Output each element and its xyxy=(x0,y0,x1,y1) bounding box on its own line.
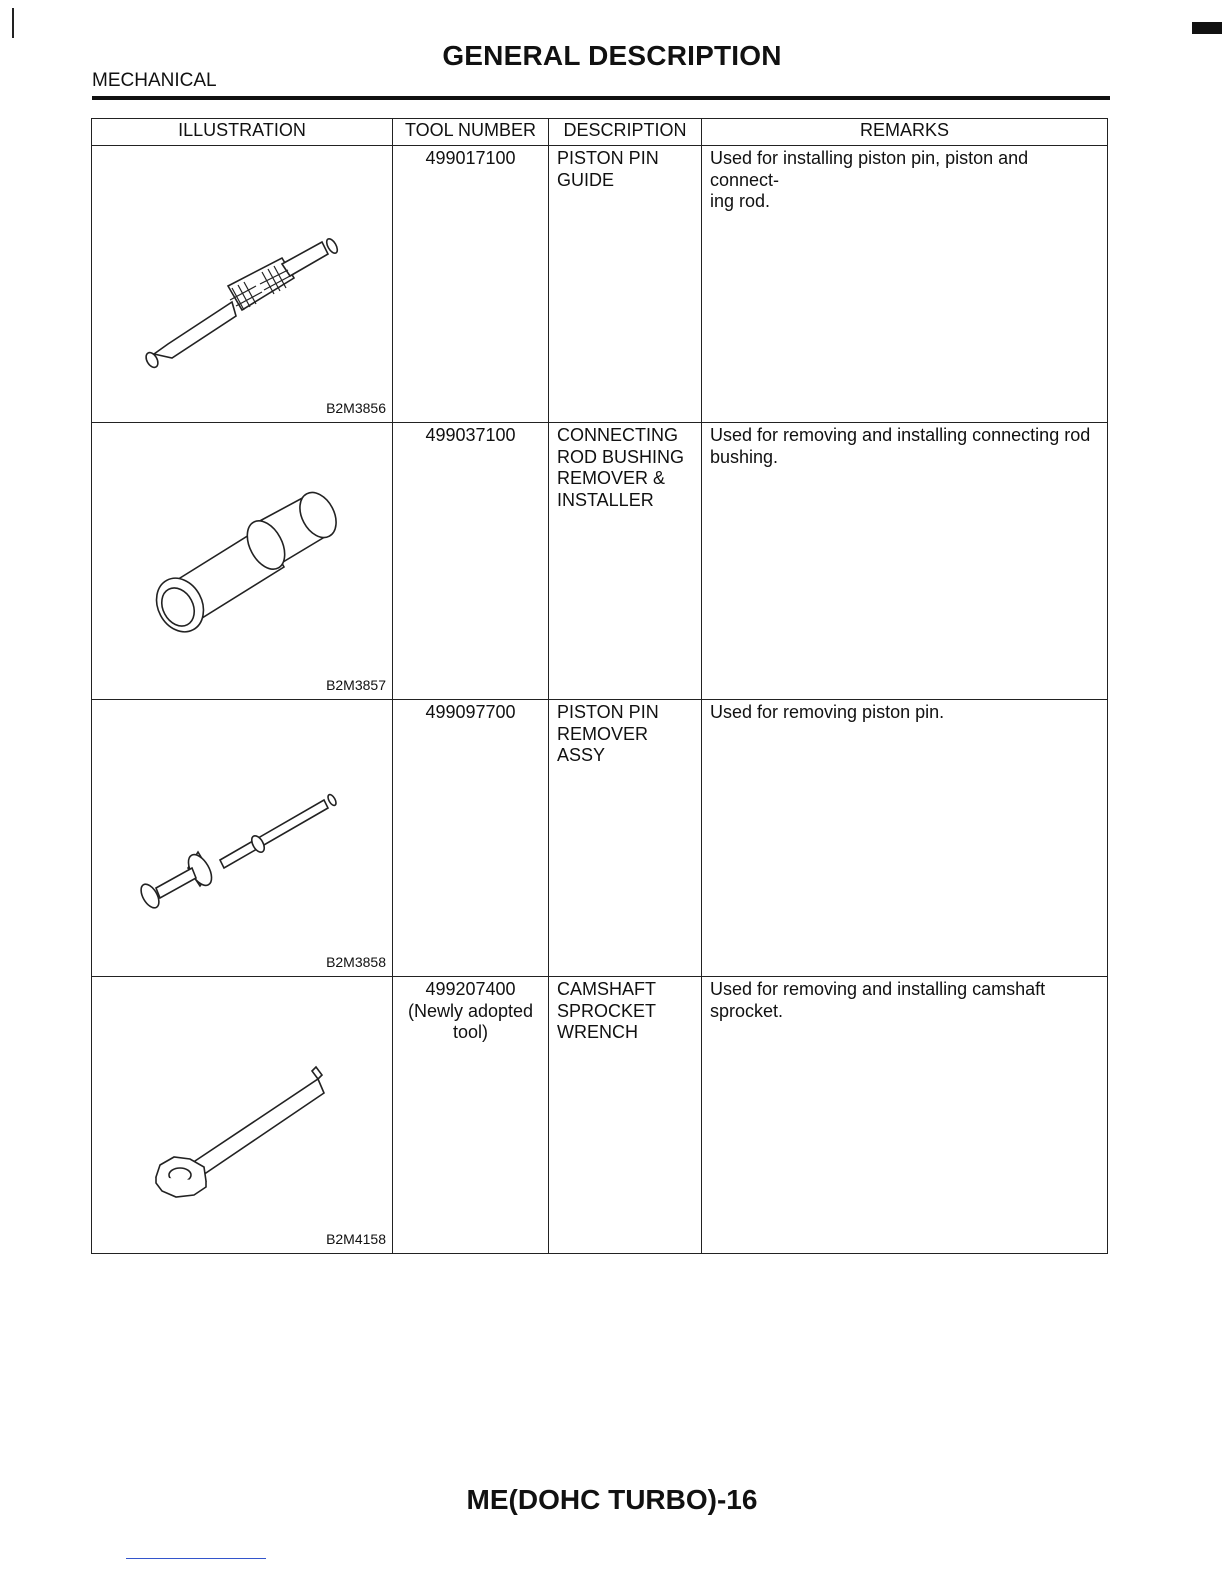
column-header-tool-number: TOOL NUMBER xyxy=(393,119,549,146)
remarks-line: sprocket. xyxy=(710,1000,784,1021)
description-cell xyxy=(549,423,702,700)
tool-number-cell xyxy=(393,423,549,700)
description-line: PISTON PIN xyxy=(557,702,659,722)
corner-marker xyxy=(1192,22,1222,34)
illustration-cell xyxy=(92,146,393,423)
description-line: ASSY xyxy=(557,745,606,765)
description-line: REMOVER & xyxy=(557,468,666,488)
illustration-cell xyxy=(92,977,393,1254)
illustration-cell xyxy=(92,700,393,977)
table-row xyxy=(92,423,1108,700)
page-number: ME(DOHC TURBO)-16 xyxy=(466,1484,758,1515)
description-line: REMOVER xyxy=(557,723,649,744)
remarks-cell xyxy=(702,146,1108,423)
tool-number-note: tool) xyxy=(452,1022,488,1042)
tool-number-cell xyxy=(393,700,549,977)
remarks-cell xyxy=(702,423,1108,700)
remarks-line: bushing. xyxy=(710,446,779,467)
tool-number-cell xyxy=(393,146,549,423)
description-line: CONNECTING xyxy=(557,425,678,445)
description-cell xyxy=(549,700,702,977)
bushing-remover-drawing xyxy=(132,483,352,683)
tool-number-cell xyxy=(393,977,549,1254)
tool-number: 499017100 xyxy=(425,148,516,168)
description-line: PISTON PIN xyxy=(557,148,659,168)
remarks-line: ing rod. xyxy=(710,191,771,211)
footer-underline xyxy=(126,1558,266,1559)
table-row xyxy=(92,146,1108,423)
description-line: INSTALLER xyxy=(557,489,654,510)
camshaft-sprocket-wrench-drawing xyxy=(132,1037,352,1237)
table-row xyxy=(92,977,1108,1254)
tool-number-note: (Newly adopted xyxy=(407,1000,534,1021)
description-line: GUIDE xyxy=(557,169,615,190)
remarks-cell xyxy=(702,977,1108,1254)
remarks-cell xyxy=(702,700,1108,977)
tool-number: 499037100 xyxy=(425,425,516,445)
piston-pin-remover-drawing xyxy=(132,760,352,960)
description-cell xyxy=(549,977,702,1254)
remarks-line: Used for removing piston pin. xyxy=(710,702,945,722)
scan-edge-mark xyxy=(12,8,14,38)
column-header-description: DESCRIPTION xyxy=(549,119,702,146)
tools-table xyxy=(91,118,1108,1254)
section-label: MECHANICAL xyxy=(92,70,217,91)
illustration-code: B2M3857 xyxy=(326,676,386,693)
column-header-remarks: REMARKS xyxy=(702,119,1108,146)
illustration-code: B2M3856 xyxy=(326,399,386,416)
table-header-row xyxy=(92,119,1108,146)
header-rule xyxy=(92,96,1110,100)
tool-number: 499207400 xyxy=(425,979,516,999)
illustration-cell xyxy=(92,423,393,700)
illustration-code: B2M4158 xyxy=(326,1230,386,1247)
description-line: WRENCH xyxy=(557,1022,638,1042)
description-line: CAMSHAFT xyxy=(557,979,656,999)
description-cell xyxy=(549,146,702,423)
piston-pin-guide-drawing xyxy=(132,206,352,406)
illustration-code: B2M3858 xyxy=(326,953,386,970)
tool-number: 499097700 xyxy=(425,702,516,722)
description-line: SPROCKET xyxy=(557,1000,657,1021)
description-line: ROD BUSHING xyxy=(557,446,685,467)
page-title: GENERAL DESCRIPTION xyxy=(442,40,782,71)
remarks-line: Used for installing piston pin, piston and connect- xyxy=(710,148,1029,190)
remarks-line: Used for removing and installing camshaft xyxy=(710,979,1046,999)
table-row xyxy=(92,700,1108,977)
column-header-illustration: ILLUSTRATION xyxy=(92,119,393,146)
remarks-line: Used for removing and installing connecting rod xyxy=(710,425,1091,445)
